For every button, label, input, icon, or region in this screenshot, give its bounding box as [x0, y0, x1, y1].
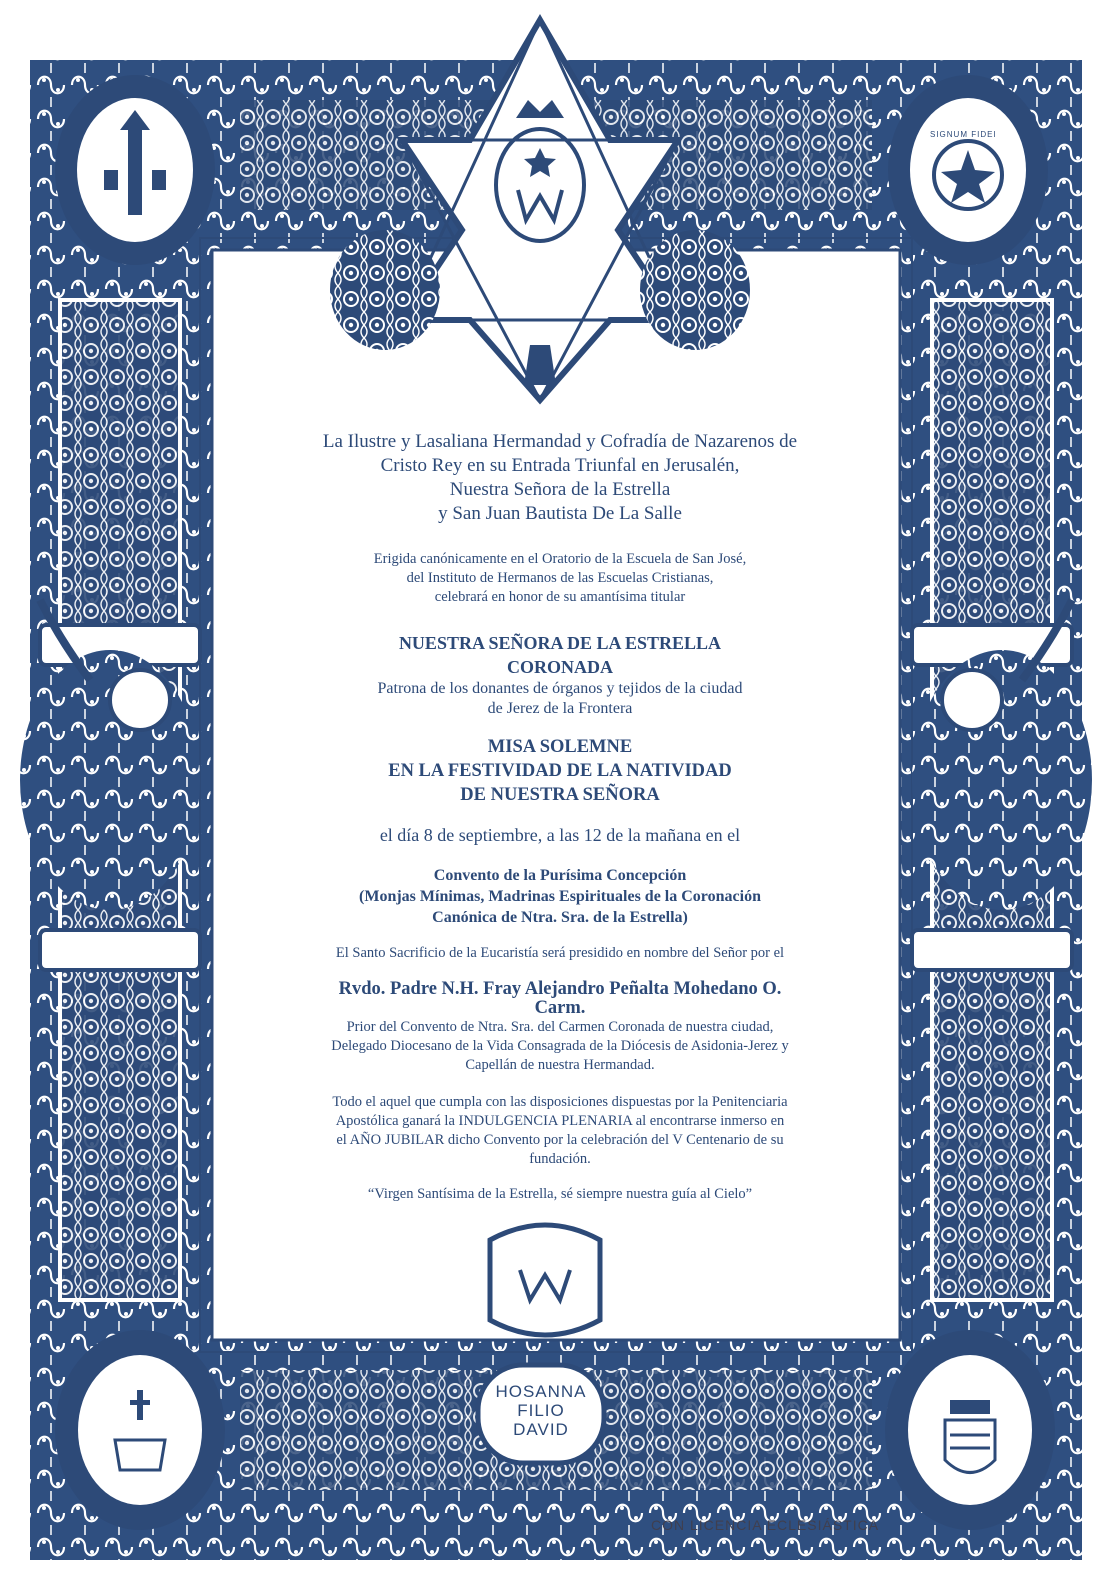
- presider-name: [270, 980, 850, 1018]
- todo-line: Apostólica ganará la INDULGENCIA PLENARIA al encontrarse inmerso en: [335, 1113, 785, 1129]
- intro-line: y San Juan Bautista De La Salle: [438, 503, 682, 524]
- prior-line: Prior del Convento de Ntra. Sra. del Carmen Coronada de nuestra ciudad,: [346, 1019, 774, 1035]
- titular-line: CORONADA: [507, 657, 613, 677]
- intro-line: La Ilustre y Lasaliana Hermandad y Cofradía de Nazarenos de: [322, 431, 798, 452]
- hosanna-line: HOSANNA: [495, 1382, 587, 1401]
- erigida-line: celebrará en honor de su amantísima titular: [434, 589, 686, 605]
- david-line: DAVID: [513, 1420, 569, 1439]
- canonical-erection-text: [270, 550, 850, 607]
- titular-heading: [270, 631, 850, 679]
- filio-line: FILIO: [517, 1401, 565, 1420]
- top-left-medallion: [55, 75, 215, 265]
- rvdo-line: Carm.: [534, 998, 586, 1018]
- closing-prayer: “Virgen Santísima de la Estrella, sé siempre nuestra guía al Cielo”: [367, 1186, 753, 1202]
- invitation-text: [270, 430, 850, 1204]
- rvdo-line: Rvdo. Padre N.H. Fray Alejandro Peñalta Mohedano O.: [338, 979, 782, 999]
- mass-heading: [270, 735, 850, 807]
- hosanna-motto: [486, 1382, 596, 1439]
- todo-line: el AÑO JUBILAR dicho Convento por la celebración del V Centenario de su: [336, 1132, 784, 1148]
- patrona-line: de Jerez de la Frontera: [487, 700, 633, 717]
- ecclesiastical-license: CON LICENCIA ECLESIÁSTICA: [651, 1517, 880, 1533]
- presider-titles: [270, 1018, 850, 1075]
- date-time-text: el día 8 de septiembre, a las 12 de la mañana en el: [379, 825, 741, 845]
- patronage-text: [270, 679, 850, 719]
- intro-line: Nuestra Señora de la Estrella: [449, 479, 671, 500]
- patrona-line: Patrona de los donantes de órganos y tejidos de la ciudad: [377, 680, 743, 697]
- todo-line: fundación.: [529, 1151, 591, 1167]
- erigida-line: del Instituto de Hermanos de las Escuelas Cristianas,: [406, 570, 714, 586]
- convento-line: (Monjas Mínimas, Madrinas Espirituales de la Coronación: [359, 888, 761, 905]
- convent-name: [270, 865, 850, 928]
- misa-line: MISA SOLEMNE: [487, 737, 633, 757]
- todo-line: Todo el aquel que cumpla con las disposiciones dispuestas por la Penitenciaria: [332, 1094, 788, 1110]
- indulgence-notice: [270, 1093, 850, 1169]
- intro-line: Cristo Rey en su Entrada Triunfal en Jerusalén,: [380, 455, 740, 476]
- erigida-line: Erigida canónicamente en el Oratorio de la Escuela de San José,: [373, 551, 747, 567]
- right-cherub: [640, 230, 750, 350]
- top-right-medallion: [888, 75, 1048, 265]
- bottom-left-medallion: [55, 1330, 225, 1530]
- signum-fidei-label: SIGNUM FIDEI: [930, 130, 997, 139]
- misa-line: EN LA FESTIVIDAD DE LA NATIVIDAD: [388, 761, 732, 781]
- convento-line: Canónica de Ntra. Sra. de la Estrella): [432, 909, 688, 926]
- titular-line: NUESTRA SEÑORA DE LA ESTRELLA: [398, 633, 722, 653]
- left-cherub: [330, 230, 440, 350]
- prior-line: Capellán de nuestra Hermandad.: [465, 1057, 655, 1073]
- misa-line: DE NUESTRA SEÑORA: [460, 785, 660, 805]
- presider-intro: El Santo Sacrificio de la Eucaristía será presidido en nombre del Señor por el: [335, 945, 785, 961]
- prior-line: Delegado Diocesano de la Vida Consagrada de la Diócesis de Asidonia-Jerez y: [331, 1038, 789, 1054]
- convento-line: Convento de la Purísima Concepción: [433, 867, 687, 884]
- bottom-right-medallion: [885, 1330, 1055, 1530]
- brotherhood-name: [270, 430, 850, 526]
